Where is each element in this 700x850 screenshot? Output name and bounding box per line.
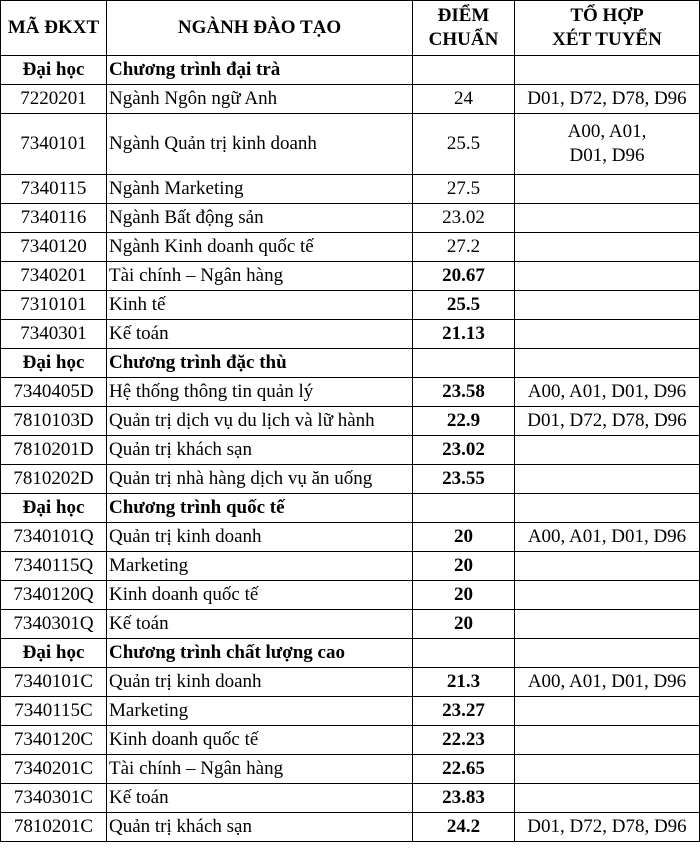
- major-name: Ngành Bất động sản: [107, 204, 413, 233]
- major-code: 7340116: [1, 204, 107, 233]
- section-empty-score: [413, 56, 515, 85]
- major-code: 7340301C: [1, 784, 107, 813]
- benchmark-score: 21.13: [413, 320, 515, 349]
- major-code: 7340120Q: [1, 581, 107, 610]
- table-row: [1, 436, 700, 465]
- table-row: [1, 813, 700, 842]
- section-empty-score: [413, 494, 515, 523]
- benchmark-score: 22.23: [413, 726, 515, 755]
- major-code: 7340405D: [1, 378, 107, 407]
- major-name: Quản trị khách sạn: [107, 436, 413, 465]
- major-name: Kinh doanh quốc tế: [107, 726, 413, 755]
- major-name: Tài chính – Ngân hàng: [107, 262, 413, 291]
- header-row: [1, 1, 700, 56]
- benchmark-score: 20: [413, 552, 515, 581]
- major-name: Kế toán: [107, 320, 413, 349]
- subject-combination-line1: A00, A01,: [567, 121, 647, 142]
- major-name: Tài chính – Ngân hàng: [107, 755, 413, 784]
- table-row: [1, 85, 700, 114]
- table-row: [1, 668, 700, 697]
- subject-combination: A00, A01, D01, D96: [515, 668, 700, 697]
- subject-combination: [515, 726, 700, 755]
- table-row: [1, 320, 700, 349]
- benchmark-score: 23.83: [413, 784, 515, 813]
- subject-combination: D01, D72, D78, D96: [515, 813, 700, 842]
- table-row: [1, 726, 700, 755]
- major-name: Ngành Ngôn ngữ Anh: [107, 85, 413, 114]
- benchmark-score: 24.2: [413, 813, 515, 842]
- subject-combination: [515, 436, 700, 465]
- major-name: Hệ thống thông tin quản lý: [107, 378, 413, 407]
- section-label: Đại học: [1, 639, 107, 668]
- major-name: Ngành Quản trị kinh doanh: [107, 114, 413, 175]
- header-score: [413, 1, 515, 56]
- benchmark-score: 22.9: [413, 407, 515, 436]
- table-row: [1, 291, 700, 320]
- major-name: Kinh tế: [107, 291, 413, 320]
- subject-combination: D01, D72, D78, D96: [515, 407, 700, 436]
- section-row: [1, 349, 700, 378]
- benchmark-score: 23.27: [413, 697, 515, 726]
- section-label: Đại học: [1, 56, 107, 85]
- section-empty-score: [413, 639, 515, 668]
- header-combo-line2: XÉT TUYỂN: [552, 29, 662, 50]
- subject-combination: [515, 320, 700, 349]
- major-name: Kinh doanh quốc tế: [107, 581, 413, 610]
- benchmark-score: 23.02: [413, 436, 515, 465]
- benchmark-score: 27.5: [413, 175, 515, 204]
- major-name: Kế toán: [107, 610, 413, 639]
- benchmark-score: 20: [413, 610, 515, 639]
- table-row: [1, 204, 700, 233]
- header-major: NGÀNH ĐÀO TẠO: [107, 1, 413, 56]
- section-row: [1, 56, 700, 85]
- benchmark-score: 23.02: [413, 204, 515, 233]
- major-name: Ngành Marketing: [107, 175, 413, 204]
- section-empty-combo: [515, 494, 700, 523]
- benchmark-score: 23.58: [413, 378, 515, 407]
- subject-combination: D01, D72, D78, D96: [515, 85, 700, 114]
- benchmark-score: 25.5: [413, 291, 515, 320]
- major-code: 7340115Q: [1, 552, 107, 581]
- subject-combination: [515, 204, 700, 233]
- table-row: [1, 378, 700, 407]
- table-row: [1, 523, 700, 552]
- major-name: Quản trị dịch vụ du lịch và lữ hành: [107, 407, 413, 436]
- table-row: [1, 697, 700, 726]
- major-code: 7810201C: [1, 813, 107, 842]
- header-score-line2: CHUẨN: [428, 29, 499, 50]
- section-program: Chương trình chất lượng cao: [107, 639, 413, 668]
- table-row: [1, 610, 700, 639]
- table-row: [1, 233, 700, 262]
- benchmark-score: 20: [413, 581, 515, 610]
- section-program: Chương trình quốc tế: [107, 494, 413, 523]
- major-code: 7340301Q: [1, 610, 107, 639]
- subject-combination: [515, 755, 700, 784]
- subject-combination: [515, 233, 700, 262]
- subject-combination: A00, A01, D01, D96: [515, 378, 700, 407]
- subject-combination: [515, 784, 700, 813]
- section-empty-combo: [515, 56, 700, 85]
- major-code: 7310101: [1, 291, 107, 320]
- table-row: [1, 407, 700, 436]
- table-row: [1, 755, 700, 784]
- table-row: [1, 175, 700, 204]
- subject-combination: [515, 697, 700, 726]
- subject-combination: [515, 581, 700, 610]
- major-code: 7340301: [1, 320, 107, 349]
- section-row: [1, 639, 700, 668]
- major-name: Quản trị khách sạn: [107, 813, 413, 842]
- subject-combination-line2: D01, D96: [569, 145, 645, 166]
- section-empty-score: [413, 349, 515, 378]
- header-combo-line1: TỔ HỢP: [570, 5, 644, 26]
- major-code: 7340120: [1, 233, 107, 262]
- major-code: 7340101Q: [1, 523, 107, 552]
- major-name: Quản trị nhà hàng dịch vụ ăn uống: [107, 465, 413, 494]
- major-name: Marketing: [107, 552, 413, 581]
- section-label: Đại học: [1, 349, 107, 378]
- section-empty-combo: [515, 349, 700, 378]
- section-row: [1, 494, 700, 523]
- subject-combination: [515, 291, 700, 320]
- major-code: 7340101: [1, 114, 107, 175]
- major-code: 7810103D: [1, 407, 107, 436]
- benchmark-score: 27.2: [413, 233, 515, 262]
- table-row: [1, 465, 700, 494]
- major-name: Ngành Kinh doanh quốc tế: [107, 233, 413, 262]
- subject-combination: [515, 610, 700, 639]
- subject-combination: A00, A01, D01, D96: [515, 523, 700, 552]
- benchmark-score: 25.5: [413, 114, 515, 175]
- major-name: Quản trị kinh doanh: [107, 523, 413, 552]
- benchmark-score: 21.3: [413, 668, 515, 697]
- major-code: 7810202D: [1, 465, 107, 494]
- major-code: 7810201D: [1, 436, 107, 465]
- benchmark-score: 23.55: [413, 465, 515, 494]
- section-program: Chương trình đại trà: [107, 56, 413, 85]
- table-body: [1, 56, 700, 842]
- table-row: [1, 581, 700, 610]
- subject-combination: [515, 262, 700, 291]
- header-combo: [515, 1, 700, 56]
- major-code: 7340120C: [1, 726, 107, 755]
- subject-combination: [515, 465, 700, 494]
- table-row: [1, 552, 700, 581]
- major-code: 7340115C: [1, 697, 107, 726]
- major-code: 7340115: [1, 175, 107, 204]
- major-name: Marketing: [107, 697, 413, 726]
- benchmark-score: 20: [413, 523, 515, 552]
- section-empty-combo: [515, 639, 700, 668]
- header-code: MÃ ĐKXT: [1, 1, 107, 56]
- table-row: [1, 784, 700, 813]
- major-name: Kế toán: [107, 784, 413, 813]
- table-row: [1, 114, 700, 175]
- benchmark-score: 22.65: [413, 755, 515, 784]
- subject-combination: [515, 552, 700, 581]
- major-code: 7340201: [1, 262, 107, 291]
- section-label: Đại học: [1, 494, 107, 523]
- benchmark-score: 24: [413, 85, 515, 114]
- major-name: Quản trị kinh doanh: [107, 668, 413, 697]
- table-row: [1, 262, 700, 291]
- subject-combination: [515, 175, 700, 204]
- subject-combination: [515, 114, 700, 175]
- major-code: 7340101C: [1, 668, 107, 697]
- benchmark-score: 20.67: [413, 262, 515, 291]
- section-program: Chương trình đặc thù: [107, 349, 413, 378]
- major-code: 7340201C: [1, 755, 107, 784]
- header-score-line1: ĐIỂM: [437, 5, 490, 26]
- major-code: 7220201: [1, 85, 107, 114]
